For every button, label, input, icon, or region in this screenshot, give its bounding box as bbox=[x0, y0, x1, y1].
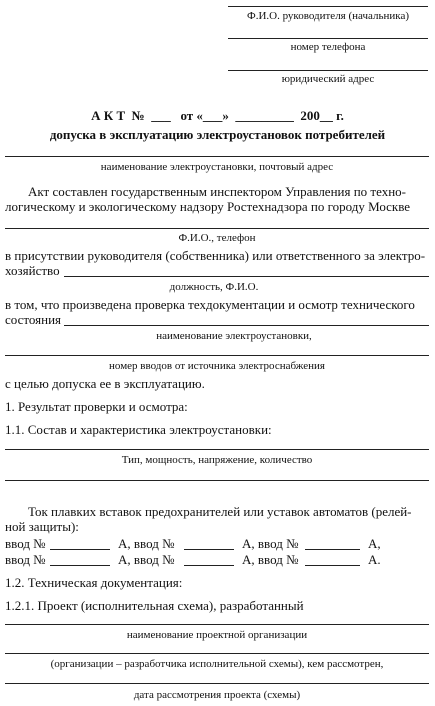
amp-end-2: А. bbox=[368, 552, 381, 567]
head-name-line[interactable] bbox=[228, 6, 428, 7]
amp-label-2b: А, ввод № bbox=[242, 552, 299, 567]
input-field-1b[interactable] bbox=[184, 549, 234, 550]
installation-caption: наименование электроустановки, почтовый адрес bbox=[100, 161, 334, 173]
input-field-2c[interactable] bbox=[305, 565, 360, 566]
section-1-2-1-heading: 1.2.1. Проект (исполнительная схема), разработанный bbox=[5, 598, 304, 613]
address-caption: юридический адрес bbox=[281, 73, 375, 85]
fuse-text-line1: Ток плавких вставок предохранителей или уставок автоматов (релей- bbox=[28, 504, 412, 519]
act-subtitle: допуска в эксплуатацию электроустановок потребителей bbox=[49, 127, 386, 142]
input-field-1a[interactable] bbox=[50, 549, 110, 550]
org-caption: наименование проектной организации bbox=[126, 629, 308, 641]
act-text-line1: Акт составлен государственным инспектором Управления по техно- bbox=[28, 184, 406, 199]
type-caption: Тип, мощность, напряжение, количество bbox=[121, 454, 313, 466]
state-line[interactable] bbox=[64, 325, 429, 326]
check-text-line1: в том, что произведена проверка техдокументации и осмотр технического bbox=[5, 297, 415, 312]
amp-label-1a: А, ввод № bbox=[118, 536, 175, 551]
head-name-caption: Ф.И.О. руководителя (начальника) bbox=[247, 10, 409, 22]
act-title: А К Т № ___ от «___» _________ 200__ г. bbox=[91, 108, 344, 123]
responsible-line[interactable] bbox=[64, 276, 429, 277]
install-name-caption: наименование электроустановки, bbox=[156, 330, 312, 342]
input-field-1c[interactable] bbox=[305, 549, 360, 550]
review-date-line[interactable] bbox=[5, 683, 429, 684]
section-1-2-heading: 1.2. Техническая документация: bbox=[5, 575, 183, 590]
act-text-line2: логическому и экологическому надзору Ростехнадзора по городу Москве bbox=[5, 199, 411, 214]
fio-phone-caption: Ф.И.О., телефон bbox=[178, 232, 256, 244]
section-1-1-heading: 1.1. Состав и характеристика электроустановки: bbox=[5, 422, 272, 437]
inputs-line[interactable] bbox=[5, 355, 429, 356]
address-line[interactable] bbox=[228, 70, 428, 71]
composition-line-2[interactable] bbox=[5, 480, 429, 481]
check-text-line2: состояния bbox=[5, 312, 61, 327]
position-caption: должность, Ф.И.О. bbox=[169, 281, 259, 293]
inputs-caption: номер вводов от источника электроснабжения bbox=[109, 360, 325, 372]
amp-end-1: А, bbox=[368, 536, 381, 551]
composition-line[interactable] bbox=[5, 449, 429, 450]
project-org-line[interactable] bbox=[5, 624, 429, 625]
fio-phone-line[interactable] bbox=[5, 228, 429, 229]
section-1-heading: 1. Результат проверки и осмотра: bbox=[5, 399, 188, 414]
input-field-2b[interactable] bbox=[184, 565, 234, 566]
amp-label-2a: А, ввод № bbox=[118, 552, 175, 567]
reviewer-caption: (организации – разработчика исполнительной схемы), кем рассмотрен, bbox=[50, 658, 384, 670]
fuse-text-line2: ной защиты): bbox=[5, 519, 79, 534]
phone-caption: номер телефона bbox=[290, 41, 366, 53]
presence-text-line2: хозяйство bbox=[5, 263, 60, 278]
review-date-caption: дата рассмотрения проекта (схемы) bbox=[133, 689, 301, 701]
input-label-1a: ввод № bbox=[5, 536, 46, 551]
reviewer-line[interactable] bbox=[5, 653, 429, 654]
input-field-2a[interactable] bbox=[50, 565, 110, 566]
installation-line[interactable] bbox=[5, 156, 429, 157]
presence-text-line1: в присутствии руководителя (собственника) или ответственного за электро- bbox=[5, 248, 426, 263]
purpose-text: с целью допуска ее в эксплуатацию. bbox=[5, 376, 205, 391]
amp-label-1b: А, ввод № bbox=[242, 536, 299, 551]
phone-line[interactable] bbox=[228, 38, 428, 39]
input-label-2a: ввод № bbox=[5, 552, 46, 567]
